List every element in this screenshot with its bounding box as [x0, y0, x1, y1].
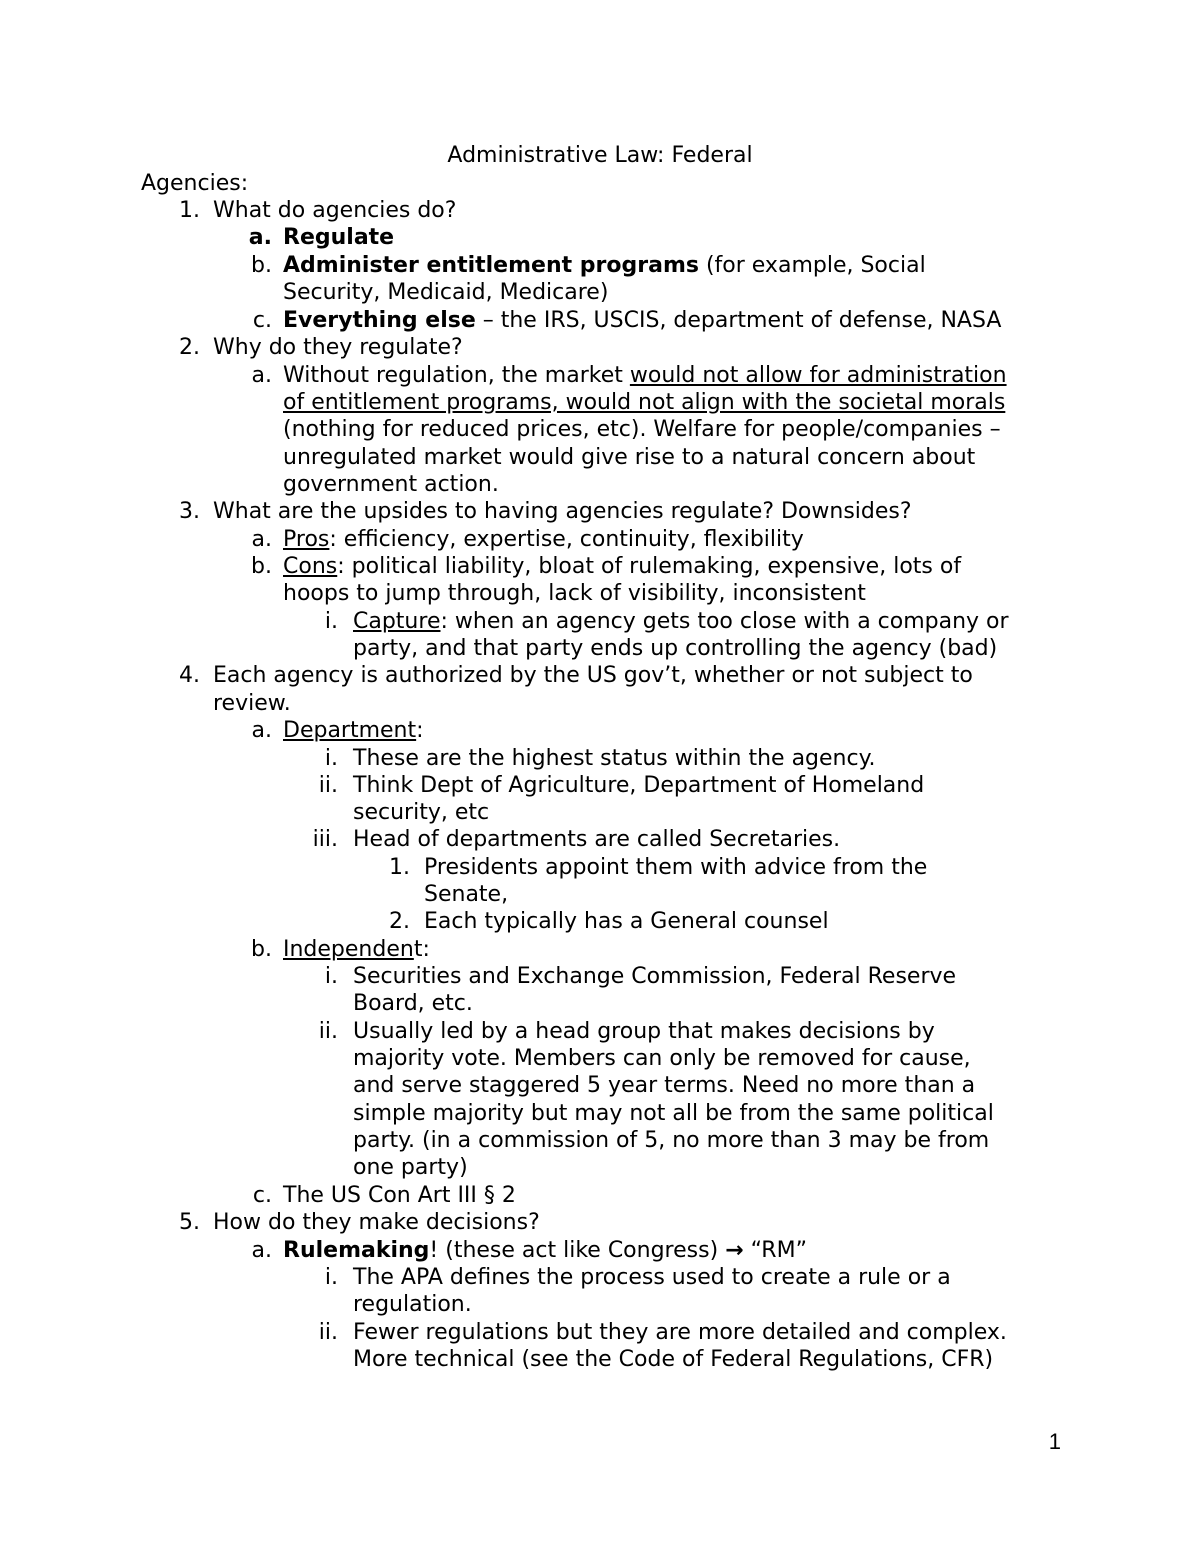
- list-marker: a.: [251, 718, 272, 743]
- list-item: [283, 362, 1007, 389]
- list-marker: ii.: [318, 1320, 338, 1345]
- list-marker: iii.: [312, 827, 338, 852]
- underlined-text: Capture: [353, 609, 441, 634]
- text-run: : efficiency, expertise, continuity, flexibility: [329, 527, 804, 552]
- list-item: [283, 224, 394, 251]
- list-item-continuation: simple majority but may not all be from the same political: [353, 1101, 994, 1126]
- list-item: [283, 307, 1001, 334]
- text-run: Without regulation, the market: [283, 363, 630, 388]
- list-marker: a.: [248, 225, 272, 250]
- list-item: [283, 717, 424, 744]
- document-title: Administrative Law: Federal: [447, 143, 753, 168]
- text-run: (for example, Social: [698, 253, 926, 278]
- underlined-text: Pros: [283, 527, 330, 552]
- bold-term: Everything else: [283, 308, 476, 333]
- underlined-text: Cons: [283, 554, 338, 579]
- list-item-continuation: (nothing for reduced prices, etc). Welfare for people/companies –: [283, 417, 1001, 442]
- list-marker: 4.: [179, 663, 200, 688]
- list-marker: a.: [251, 363, 272, 388]
- list-item: Usually led by a head group that makes decisions by: [353, 1019, 935, 1044]
- list-item: Presidents appoint them with advice from the: [424, 855, 928, 880]
- list-marker: c.: [252, 308, 272, 333]
- list-marker: a.: [251, 527, 272, 552]
- list-marker: i.: [324, 964, 338, 989]
- list-marker: i.: [324, 609, 338, 634]
- list-item-continuation: hoops to jump through, lack of visibility, inconsistent: [283, 581, 866, 606]
- list-item-continuation: More technical (see the Code of Federal Regulations, CFR): [353, 1347, 994, 1372]
- list-marker: 5.: [179, 1210, 200, 1235]
- list-marker: a.: [251, 1238, 272, 1263]
- underlined-text: Independen: [283, 937, 414, 962]
- list-item: Head of departments are called Secretaries.: [353, 827, 841, 852]
- list-item-continuation: security, etc: [353, 800, 490, 825]
- list-item: [353, 608, 1009, 635]
- underlined-text: of entitlement programs, would not align with the societal morals: [283, 390, 1006, 415]
- list-marker: c.: [252, 1183, 272, 1208]
- list-marker: i.: [324, 746, 338, 771]
- list-marker: ii.: [318, 1019, 338, 1044]
- list-item: Each typically has a General counsel: [424, 909, 829, 934]
- bold-term: Administer entitlement programs: [283, 253, 699, 278]
- list-item-continuation: and serve staggered 5 year terms. Need no more than a: [353, 1073, 976, 1098]
- list-item: [283, 1237, 807, 1264]
- list-item: [283, 553, 961, 580]
- list-item: The US Con Art III § 2: [283, 1183, 516, 1208]
- list-item: [283, 252, 926, 279]
- list-item: These are the highest status within the agency.: [353, 746, 876, 771]
- list-item-continuation: government action.: [283, 472, 499, 497]
- list-item-continuation: Board, etc.: [353, 991, 473, 1016]
- list-item: Why do they regulate?: [213, 335, 463, 360]
- list-marker: b.: [251, 554, 272, 579]
- list-marker: ii.: [318, 773, 338, 798]
- list-item: Fewer regulations but they are more detailed and complex.: [353, 1320, 1007, 1345]
- list-item-continuation: unregulated market would give rise to a natural concern about: [283, 445, 976, 470]
- list-marker: b.: [251, 253, 272, 278]
- page-number: 1: [1048, 1429, 1061, 1454]
- list-item-continuation: one party): [353, 1155, 468, 1180]
- list-item-continuation: Senate,: [424, 882, 509, 907]
- list-marker: i.: [324, 1265, 338, 1290]
- bold-term: Regulate: [283, 225, 395, 250]
- list-item: Each agency is authorized by the US gov’t, whether or not subject to: [213, 663, 973, 688]
- list-item-continuation: [283, 389, 1005, 416]
- text-run: t:: [413, 937, 430, 962]
- list-item-continuation: Security, Medicaid, Medicare): [283, 280, 609, 305]
- text-run: – the IRS, USCIS, department of defense, NASA: [475, 308, 1002, 333]
- list-item: [283, 936, 430, 963]
- list-marker: 3.: [179, 499, 200, 524]
- text-run: : when an agency gets too close with a company or: [440, 609, 1009, 634]
- list-item: What are the upsides to having agencies regulate? Downsides?: [213, 499, 912, 524]
- list-item: How do they make decisions?: [213, 1210, 540, 1235]
- list-marker: 1.: [179, 198, 200, 223]
- underlined-text: Department: [283, 718, 417, 743]
- text-run: ! (these act like Congress): [429, 1238, 726, 1263]
- list-item-continuation: review.: [213, 691, 291, 716]
- list-item: Securities and Exchange Commission, Federal Reserve: [353, 964, 957, 989]
- section-heading: Agencies:: [141, 171, 249, 196]
- text-run: “RM”: [743, 1238, 807, 1263]
- text-run: : political liability, bloat of rulemaking, expensive, lots of: [337, 554, 962, 579]
- underlined-text: would not allow for administration: [629, 363, 1007, 388]
- list-item: Think Dept of Agriculture, Department of Homeland: [353, 773, 925, 798]
- list-marker: 1.: [389, 855, 410, 880]
- list-item-continuation: party. (in a commission of 5, no more than 3 may be from: [353, 1128, 990, 1153]
- list-item: What do agencies do?: [213, 198, 457, 223]
- list-item: [283, 526, 804, 553]
- right-arrow-icon: →: [725, 1238, 744, 1263]
- list-item-continuation: majority vote. Members can only be removed for cause,: [353, 1046, 971, 1071]
- list-item-continuation: regulation.: [353, 1292, 472, 1317]
- list-item-continuation: party, and that party ends up controlling the agency (bad): [353, 636, 998, 661]
- list-marker: 2.: [389, 909, 410, 934]
- bold-term: Rulemaking: [283, 1238, 430, 1263]
- list-item: The APA defines the process used to create a rule or a: [353, 1265, 951, 1290]
- text-run: :: [416, 718, 424, 743]
- list-marker: 2.: [179, 335, 200, 360]
- list-marker: b.: [251, 937, 272, 962]
